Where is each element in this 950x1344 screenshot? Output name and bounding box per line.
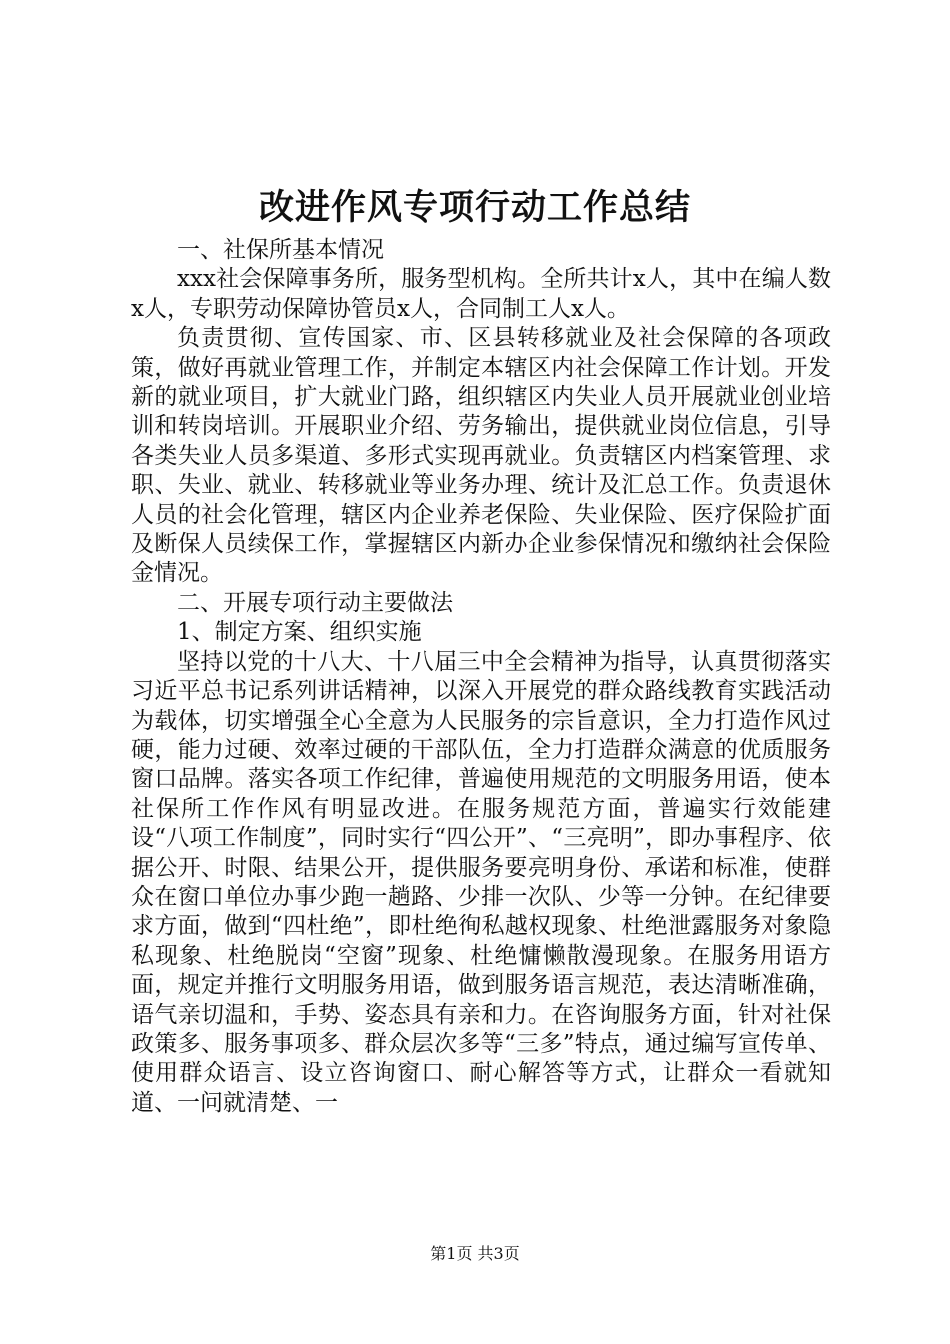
section-heading-basic-info: 一、社保所基本情况 [177, 237, 384, 263]
page-number-footer: 第1页 共3页 [430, 1244, 520, 1263]
document-body [131, 236, 831, 1118]
section-heading-main-practices: 二、开展专项行动主要做法 [177, 589, 453, 616]
paragraph-plan-details: 坚持以党的十八大、十八届三中全会精神为指导，认真贯彻落实习近平总书记系列讲话精神，以深入开展党的群众路线教育实践活动为载体，切实增强全心全意为人民服务的宗旨意识，全力打造作风过硬，能力过硬、效率过硬的干部队伍，全力打造群众满意的优质服务窗口品牌。落实各项工作纪律，普遍使用规范的文明服务用语，使本社保所工作作风有明显改进。在服务规范方面，普遍实行效能建设“八项工作制度”，同时实行“四公开”、“三亮明”，即办事程序、依据公开、时限、结果公开，提供服务要亮明身份、承诺和标准，使群众在窗口单位办事少跑一趟路、少排一次队、少等一分钟。在纪律要求方面，做到“四杜绝”，即杜绝徇私越权现象、杜绝泄露服务对象隐私现象、杜绝脱岗“空窗”现象、杜绝慵懒散漫现象。在服务用语方面，规定并推行文明服务用语，做到服务语言规范，表达清晰准确，语气亲切温和，手势、姿态具有亲和力。在咨询服务方面，针对社保政策多、服务事项多、群众层次多等“三多”特点，通过编写宣传单、使用群众语言、设立咨询窗口、耐心解答等方式，让群众一看就知道、一问就清楚、一 [131, 648, 831, 1116]
subsection-heading-plan: 1、制定方案、组织实施 [177, 619, 422, 646]
paragraph-staff-overview: xxx社会保障事务所，服务型机构。全所共计x人，其中在编人数x人，专职劳动保障协管员x人，合同制工人x人。 [131, 266, 831, 322]
paragraph-responsibilities: 负责贯彻、宣传国家、市、区县转移就业及社会保障的各项政策，做好再就业管理工作，并制定本辖区内社会保障工作计划。开发新的就业项目，扩大就业门路，组织辖区内失业人员开展就业创业培训和转岗培训。开展职业介绍、劳务输出，提供就业岗位信息，引导各类失业人员多渠道、多形式实现再就业。负责辖区内档案管理、求职、失业、就业、转移就业等业务办理、统计及汇总工作。负责退休人员的社会化管理，辖区内企业养老保险、失业保险、医疗保险扩面及断保人员续保工作，掌握辖区内新办企业参保情况和缴纳社会保险金情况。 [131, 325, 831, 587]
document-title: 改进作风专项行动工作总结 [258, 187, 691, 228]
